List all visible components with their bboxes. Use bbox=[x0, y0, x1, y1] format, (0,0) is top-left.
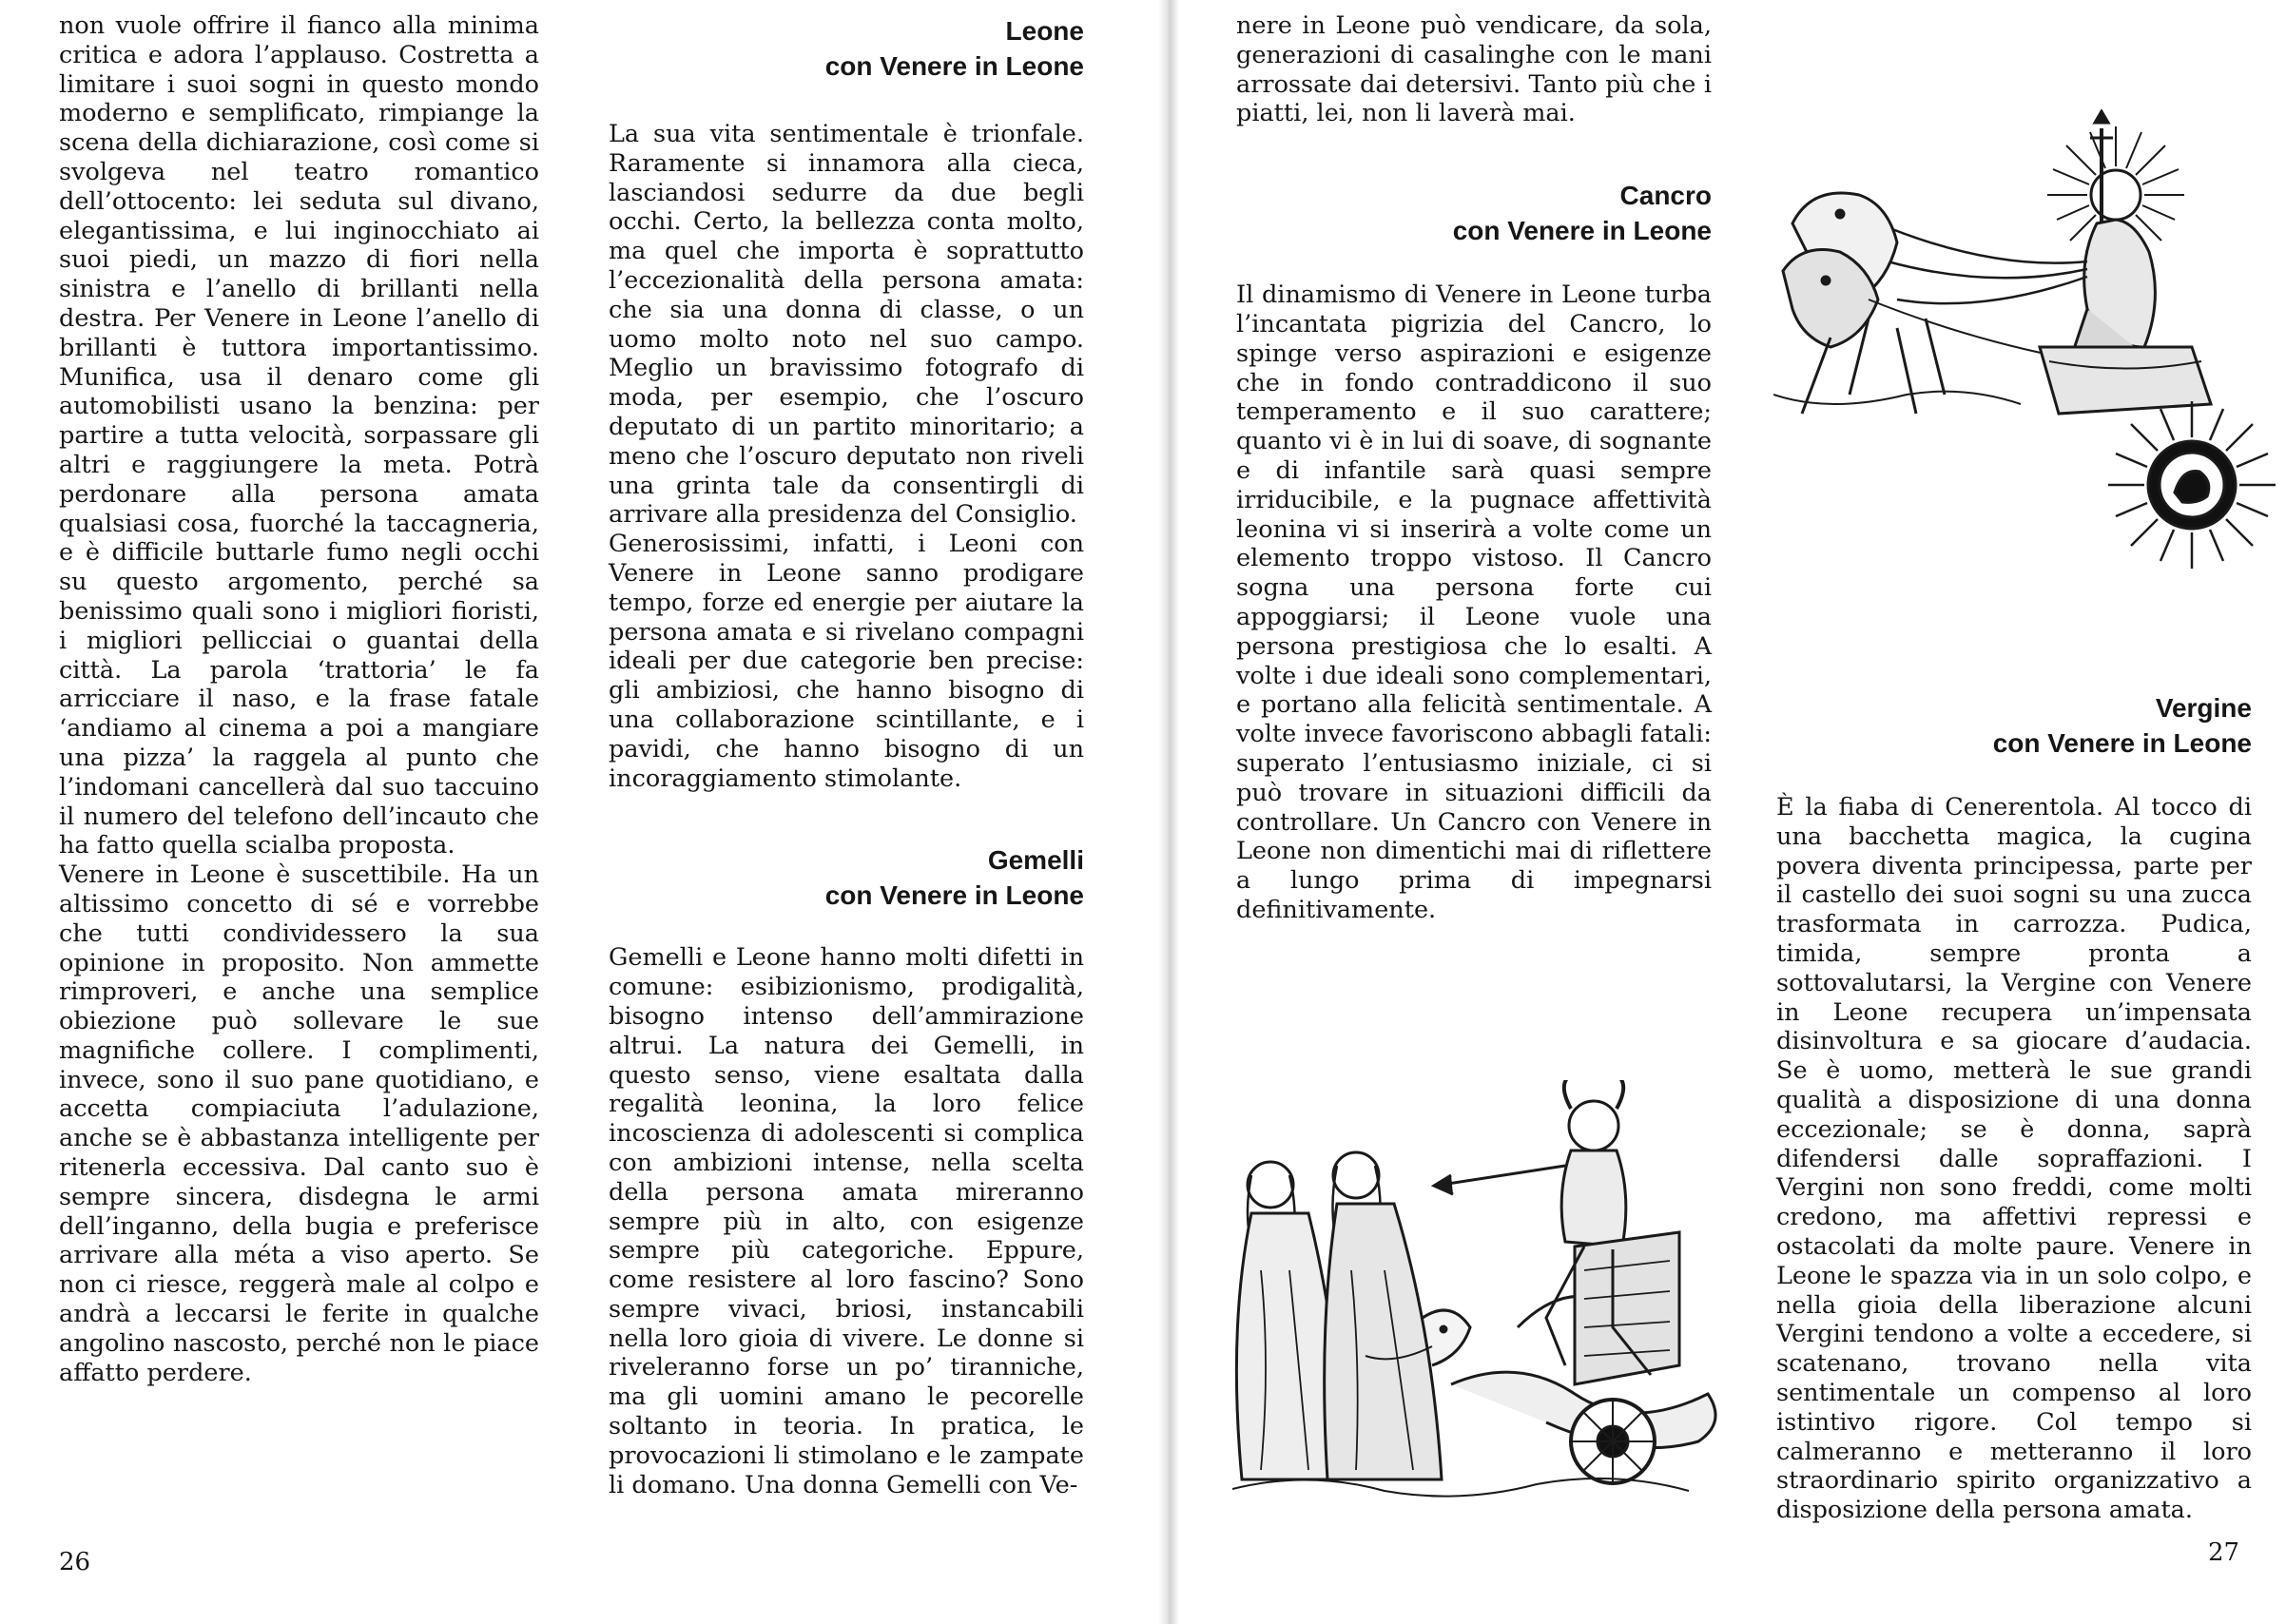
paragraph: È la fiaba di Cenerentola. Al tocco di una bacchetta magica, la cugina povera diventa principessa, parte per il castello dei suoi sogni su una zucca trasformata in carrozza. Pudica, timida, sempre pronta a sottovalutarsi, la Vergine con Venere in Leone recupera un’impensata disinvoltura e sa giocare d’audacia. Se è uomo, metterà le sue grandi qualità a disposizione di una donna eccezionale; se è donna, saprà difendersi dalle sopraffazioni. I Vergini non sono freddi, come molti credono, ma affettivi repressi e ostacolati da molte paure. Venere in Leone le spazza via in un solo colpo, e nella gioia della liberazione alcuni Vergini tendono a volte a eccedere, si scatenano, trovano nella vita sentimentale un compenso al loro istintivo rigore. Col tempo si calmeranno e metteranno il loro straordinario spirito organizzativo a disposizione della persona amata. bbox=[1776, 793, 2252, 1525]
left-page-column-2 bbox=[609, 13, 1084, 1499]
heading-sign: Vergine bbox=[2155, 693, 2252, 723]
heading-subtitle: con Venere in Leone bbox=[824, 51, 1084, 81]
section-heading-leone bbox=[609, 13, 1084, 84]
paragraph: non vuole offrire il fianco alla minima critica e adora l’applauso. Costretta a limitare i suoi sogni in questo mondo moderno e semplificato, rimpiange la scena della dichiarazione, così come si svolgeva nel teatro romantico dell’ottocento: lei seduta sul divano, elegantissima, e lui inginocchiato ai suoi piedi, un mazzo di fiori nella sinistra e l’anello di brillanti nella destra. Per Venere in Leone l’anello di brillanti è tuttora importantissimo. Munifica, usa il denaro come gli automobilisti usano la benzina: per partire a tutta velocità, sorpassare gli altri e raggiungere la meta. Potrà perdonare alla persona amata qualsiasi cosa, fuorché la taccagneria, e è difficile buttarle fumo negli occhi su questo argomento, perché sa benissimo quali sono i migliori fioristi, i migliori pellicciai o guantai della città. La parola ‘trattoria’ le fa arricciare il naso, e la frase fatale ‘andiamo al cinema a poi a mangiare una pizza’ la raggela al punto che l’indomani cancellerà dal suo taccuino il numero del telefono dell’incauto che ha fatto quella scialba proposta. bbox=[59, 11, 539, 860]
sun-chariot-woodcut-icon bbox=[1773, 109, 2277, 585]
paragraph: Il dinamismo di Venere in Leone turba l’incantata pigrizia del Cancro, lo spinge verso aspirazioni e esigenze che in fondo contraddicono il suo temperamento e il suo carattere; quanto vi è in lui di soave, di sognante e di infantile sarà quasi sempre irriducibile, e la pugnace affettività leonina vi si inserirà a volte come un elemento troppo vistoso. Il Cancro sogna una persona forte cui appoggiarsi; il Leone vuole una persona prestigiosa che lo esalti. A volte i due ideali sono complementari, e portano alla felicità sentimentale. A volte invece favoriscono abbagli fatali: superato l’entusiasmo iniziale, ci si può trovare in situazioni difficili da controllare. Un Cancro con Venere in Leone non dimentichi mai di riflettere a lungo prima di impegnarsi definitivamente. bbox=[1236, 280, 1712, 924]
heading-subtitle: con Venere in Leone bbox=[1452, 216, 1712, 246]
heading-sign: Leone bbox=[1005, 16, 1084, 46]
left-page-column-1 bbox=[59, 11, 539, 1387]
section-heading-cancro bbox=[1236, 178, 1712, 248]
paragraph: Venere in Leone è suscettibile. Ha un altissimo concetto di sé e vorrebbe che tutti condividessero la sua opinione in proposito. Non ammette rimproveri, e anche una semplice obiezione può sollevare le sue magnifiche collere. I complimenti, invece, sono il suo pane quotidiano, e accetta compiaciuta l’adulazione, anche se è abbastanza intelligente per ritenerla eccessiva. Dal canto suo è sempre sincera, disdegna le armi dell’inganno, della bugia e preferisce arrivare alla méta a viso aperto. Se non ci riesce, reggerà male al colpo e andrà a leccarsi le ferite in qualche angolino nascosto, perché non le piace affatto perdere. bbox=[59, 860, 539, 1387]
section-heading-vergine bbox=[1776, 690, 2252, 761]
paragraph: nere in Leone può vendicare, da sola, generazioni di casalinghe con le mani arrossate dai detersivi. Tanto più che i piatti, lei, non li laverà mai. bbox=[1236, 11, 1712, 128]
paragraph: La sua vita sentimentale è trionfale. Raramente si innamora alla cieca, lasciandosi sedurre da due begli occhi. Certo, la bellezza conta molto, ma quel che importa è soprattutto l’eccezionalità della persona amata: che sia una donna di classe, o un uomo molto noto nel suo campo. Meglio un bravissimo fotografo di moda, per esempio, che l’oscuro deputato di un partito minoritario; a meno che l’oscuro deputato non riveli una grinta tale da consentirgli di arrivare alla presidenza del Consiglio. bbox=[609, 120, 1084, 530]
book-gutter bbox=[1158, 0, 1179, 1624]
paragraph: Generosissimi, infatti, i Leoni con Venere in Leone sanno prodigare tempo, forze ed energie per aiutare la persona amata e si rivelano compagni ideali per due categorie ben precise: gli ambiziosi, che hanno bisogno di una collaborazione scintillante, e i pavidi, che hanno bisogno di un incoraggiamento stimolante. bbox=[609, 530, 1084, 793]
gemini-woodcut-icon bbox=[1232, 1080, 1727, 1504]
gemini-chariot-illustration bbox=[1232, 1080, 1727, 1504]
page-number: 27 bbox=[2208, 1538, 2240, 1567]
heading-sign: Cancro bbox=[1619, 181, 1712, 211]
paragraph: Gemelli e Leone hanno molti difetti in comune: esibizionismo, prodigalità, bisogno intenso dell’ammirazione altrui. La natura dei Gemelli, in questo senso, viene esaltata dalla regalità leonina, la loro felice incoscienza di adolescenti si complica con ambizioni intense, nella scelta della persona amata mireranno sempre più in alto, con esigenze sempre più categoriche. Eppure, come resistere al loro fascino? Sono sempre vivaci, briosi, instancabili nella loro gioia di vivere. Le donne si riveleranno forse un po’ tiranniche, ma gli uomini amano le pecorelle soltanto in teoria. In pratica, le provocazioni li stimolano e le zampate li domano. Una donna Gemelli con Ve- bbox=[609, 943, 1084, 1499]
heading-subtitle: con Venere in Leone bbox=[824, 880, 1084, 911]
section-heading-gemelli bbox=[609, 842, 1084, 913]
sun-chariot-illustration bbox=[1773, 109, 2277, 585]
right-page-column-2 bbox=[1776, 690, 2252, 1525]
heading-subtitle: con Venere in Leone bbox=[1992, 728, 2252, 758]
right-page-column-1 bbox=[1236, 11, 1712, 925]
page-number: 26 bbox=[59, 1548, 91, 1576]
heading-sign: Gemelli bbox=[987, 845, 1084, 876]
